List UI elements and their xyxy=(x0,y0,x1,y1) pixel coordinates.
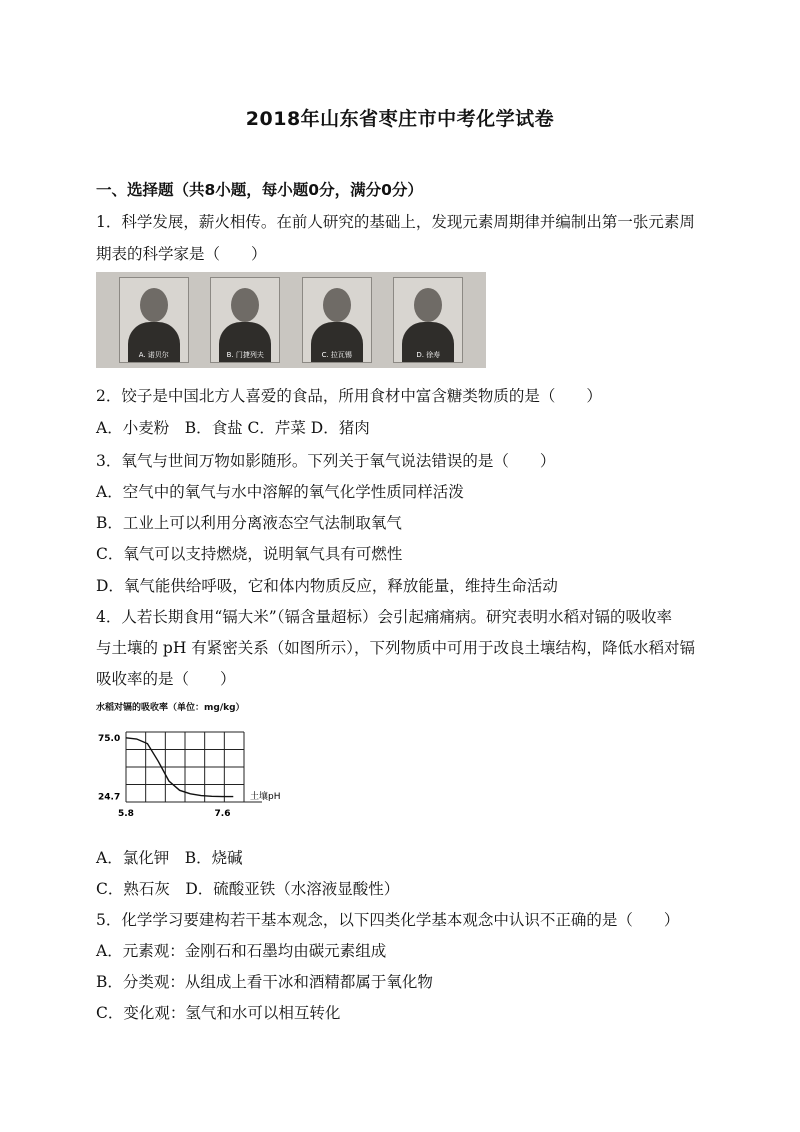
q3-option-b: B．工业上可以利用分离液态空气法制取氧气 xyxy=(96,514,402,532)
q3-option-c: C．氧气可以支持燃烧，说明氧气具有可燃性 xyxy=(96,545,403,563)
portrait-caption-a: A. 诺贝尔 xyxy=(138,351,169,359)
q2-text: 2．饺子是中国北方人喜爱的食品，所用食材中富含糖类物质的是（ ） xyxy=(96,387,602,405)
y-tick-label: 24.7 xyxy=(98,792,121,803)
q3-option-d: D．氧气能供给呼吸，它和体内物质反应，释放能量，维持生命活动 xyxy=(96,577,558,595)
portrait-caption-d: D. 徐寿 xyxy=(416,351,441,359)
q3-option-a: A．空气中的氧气与水中溶解的氧气化学性质同样活泼 xyxy=(96,483,464,501)
q4-options-cd: C．熟石灰 D．硫酸亚铁（水溶液显酸性） xyxy=(96,880,400,898)
portrait-option-d xyxy=(393,277,463,363)
page-title: 2018年山东省枣庄市中考化学试卷 xyxy=(245,108,555,130)
q4-text-line3: 吸收率的是（ ） xyxy=(96,670,236,688)
portrait-option-b xyxy=(210,277,280,363)
q1-text-line1: 1．科学发展，薪火相传。在前人研究的基础上，发现元素周期律并编制出第一张元素周 xyxy=(96,213,695,231)
x-axis-label: 土壤pH xyxy=(250,792,281,802)
q5-option-c: C．变化观：氢气和水可以相互转化 xyxy=(96,1004,341,1022)
cadmium-ph-chart xyxy=(96,700,281,830)
portrait-caption-c: C. 拉瓦锡 xyxy=(321,351,352,359)
q5-option-a: A．元素观：金刚石和石墨均由碳元素组成 xyxy=(96,942,387,960)
q5-option-b: B．分类观：从组成上看干冰和酒精都属于氧化物 xyxy=(96,973,433,991)
x-tick-label: 5.8 xyxy=(118,809,134,819)
q4-options-ab: A．氯化钾 B．烧碱 xyxy=(96,849,243,867)
q5-text: 5．化学学习要建构若干基本观念，以下四类化学基本观念中认识不正确的是（ ） xyxy=(96,911,680,929)
chart-title: 水稻对镉的吸收率（单位：mg/kg） xyxy=(96,703,245,713)
section-heading: 一、选择题（共8小题，每小题0分，满分0分） xyxy=(96,181,423,199)
portrait-option-c xyxy=(302,277,372,363)
q1-text-line2: 期表的科学家是（ ） xyxy=(96,245,267,263)
x-tick-label: 7.6 xyxy=(214,809,231,819)
portrait-option-a xyxy=(119,277,189,363)
chart-svg xyxy=(96,700,281,830)
q4-text-line2: 与土壤的 pH 有紧密关系（如图所示），下列物质中可用于改良土壤结构，降低水稻对镉 xyxy=(96,639,696,657)
q2-options: A．小麦粉 B．食盐 C．芹菜 D．猪肉 xyxy=(96,419,370,437)
portrait-caption-b: B. 门捷列夫 xyxy=(226,351,264,359)
q4-text-line1: 4．人若长期食用“镉大米”（镉含量超标）会引起痛痛病。研究表明水稻对镉的吸收率 xyxy=(96,608,672,626)
q3-text: 3．氧气与世间万物如影随形。下列关于氧气说法错误的是（ ） xyxy=(96,452,556,470)
scientist-photos xyxy=(96,272,486,368)
y-tick-label: 75.0 xyxy=(98,733,121,744)
